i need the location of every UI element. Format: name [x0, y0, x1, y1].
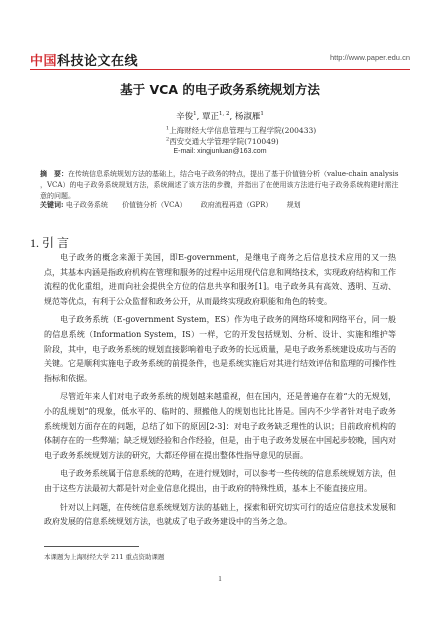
- author-affiliation-mark: 1: [260, 111, 264, 118]
- body-paragraph: 电子政务系统属于信息系统的范畴，在进行规划时，可以参考一些传统的信息系统规划方法，但由于这些方法最初大都是针对企业信息化提出，由于政府的特殊性质，基本上不能直接应用。: [44, 469, 396, 493]
- body-paragraph: 针对以上问题，在传统信息系统规划方法的基础上，探索和研究切实可行的适应信息技术发展和政府发展的信息系统规划方法，也就成了电子政务建设中的当务之急。: [44, 502, 396, 527]
- body-paragraph: 电子政务的概念来源于美国，即E-government，是继电子商务之后信息技术应用的又一热点，其基本内涵是指政府机构在管理和服务的过程中运用现代信息和网络技术，实现政府结构和工作流程的优化重组，进而向社会提供全方位的信息共享和服务[1]。电子政务具有高效、透明、互动、规范等优点，有利于公众监督和政务公开，从而最终实现政府职能和角色的转变。: [44, 253, 396, 306]
- header-divider: [30, 69, 410, 70]
- author-affiliation-mark: 1, 2: [219, 111, 230, 118]
- paper-title: 基于 VCA 的电子政务系统规划方法: [120, 82, 320, 97]
- body-paragraph: 电子政务系统（E-government System，ES）作为电子政务的网络环境和网络平台，同一般的信息系统（Information System，IS）一样，它的开发包括规划、分析、设计、实施和维护等阶段，其中，电子政务系统的规划直接影响着电子政务的长远质量，是电子政务系统建设成功与否的关键。它是顺利实施电子政务系统的前提条件，也是系统实施后对其进行结效评估和监理的可操作性指标和依据。: [44, 315, 396, 383]
- author-email: E-mail: xingjunluan@163.com: [173, 148, 267, 155]
- affiliation-mark: 1: [166, 125, 170, 132]
- abstract-label: 摘 要：: [40, 169, 68, 178]
- keywords-label: 关键词:: [40, 200, 64, 209]
- logo-dark-text: 科技论文在线: [57, 54, 139, 69]
- author-name: 杨淑雁: [234, 112, 261, 122]
- abstract-text: 在传统信息系统规划方法的基础上，结合电子政务的特点，提出了基于价值链分析（value-chain analysis ，VCA）的电子政务系统规划方法，系统阐述了该方法的步骤，并指出了在使用该方法进行电子政务系统构建时需注意的问题。: [40, 170, 399, 200]
- keywords: [40, 200, 400, 210]
- body-paragraph: 尽管近年来人们对电子政务系统的规划越来越重视，但在国内，还是普遍存在着“大的无规划，小的乱规划”的现象，低水平的、临时的、照搬他人的规划也比比皆是。国内不少学者针对电子政务系统规划方面存在的问题，总结了如下的原因[2-3]：对电子政务缺乏理性的认识；目前政府机构的体制存在的一些弊端；缺乏规划经验和合作经验，但是，由于电子政务发展在中国起步较晚，国内对电子政务系统规划方法的研究，大都还停留在提出整体性指导意见的层面。: [44, 392, 396, 460]
- keyword: 规划: [286, 201, 301, 209]
- author-line: 辛俊$^1$, 覃正$^{1, 2}$, 杨淑雁$^1$: [176, 111, 264, 122]
- affiliation-text: 上海财经大学信息管理与工程学院(200433): [169, 126, 317, 135]
- journal-header: [30, 50, 410, 69]
- journal-logo[interactable]: [30, 50, 138, 69]
- author-name: 辛俊: [176, 112, 194, 122]
- affiliation-text: 西安交通大学管理学院(710049): [169, 137, 279, 146]
- site-url[interactable]: http://www.paper.edu.cn: [329, 53, 410, 62]
- affiliation: [166, 125, 316, 136]
- keyword: 价值链分析（VCA）: [122, 201, 187, 209]
- abstract: [40, 168, 400, 202]
- logo-red-text: 中国: [30, 54, 58, 69]
- affiliation-mark: 2: [166, 136, 170, 143]
- keyword: 政府流程再造（GPR）: [200, 201, 273, 209]
- footnote: 本课题为上海财经大学 211 重点资助课题: [44, 553, 165, 561]
- body-text: [44, 251, 396, 534]
- author-affiliation-mark: 1: [193, 111, 197, 118]
- page-number: 1: [218, 575, 222, 583]
- footnote-divider: [44, 546, 139, 547]
- affiliation: [166, 136, 279, 147]
- section-heading: 1. 引 言: [30, 236, 70, 250]
- keyword: 电子政务系统: [65, 201, 108, 209]
- author-name: 覃正: [201, 112, 219, 122]
